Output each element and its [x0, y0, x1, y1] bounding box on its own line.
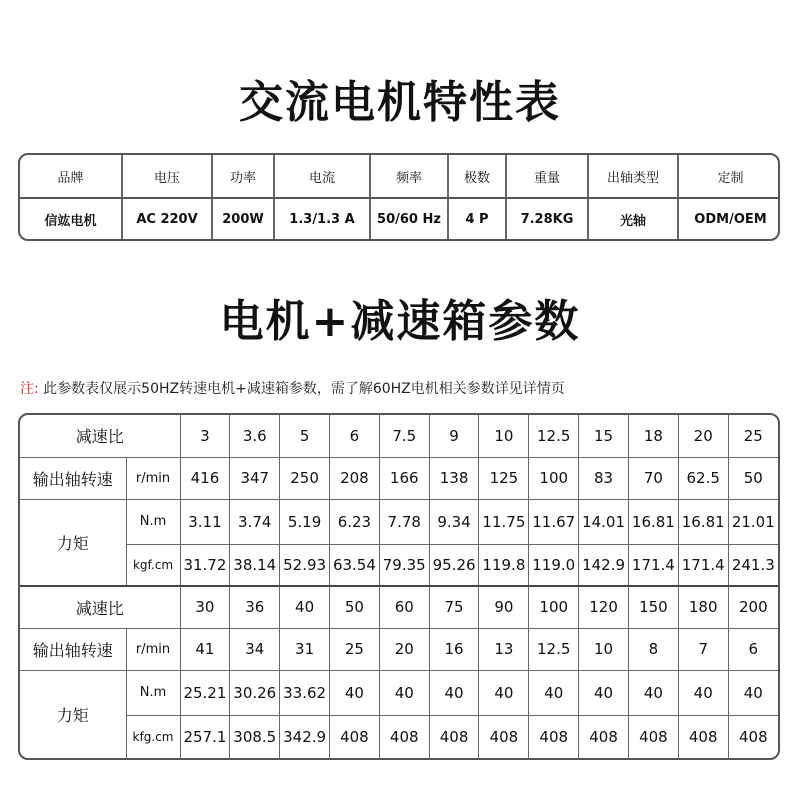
torque-kgf-cell: 52.93	[280, 544, 330, 586]
torque-nm-cell: 40	[479, 670, 529, 715]
torque-nm-cell: 11.67	[529, 499, 579, 544]
torque-nm-cell: 11.75	[479, 499, 529, 544]
speed-cell: 166	[379, 457, 429, 499]
torque-nm-cell: 3.74	[230, 499, 280, 544]
torque-kgf-cell: 408	[479, 715, 529, 758]
torque-kgf-cell: 171.4	[628, 544, 678, 586]
speed-unit: r/min	[126, 457, 180, 499]
ratio-cell: 3.6	[230, 415, 280, 457]
speed-cell: 416	[180, 457, 230, 499]
speed-cell: 100	[529, 457, 579, 499]
spec-value-current: 1.3/1.3 A	[274, 198, 370, 239]
spec-header-shaft-type: 出轴类型	[588, 155, 678, 198]
torque-kgf-cell: 408	[379, 715, 429, 758]
speed-cell: 250	[280, 457, 330, 499]
speed-cell: 138	[429, 457, 479, 499]
speed-row	[20, 628, 778, 670]
torque-kgf-cell: 31.72	[180, 544, 230, 586]
speed-cell: 6	[728, 628, 778, 670]
ratio-cell: 25	[728, 415, 778, 457]
torque-nm-cell: 40	[579, 670, 629, 715]
speed-cell: 10	[579, 628, 629, 670]
spec-header-current: 电流	[274, 155, 370, 198]
speed-cell: 34	[230, 628, 280, 670]
torque-nm-cell: 30.26	[230, 670, 280, 715]
speed-cell: 25	[330, 628, 380, 670]
torque-nm-cell: 40	[379, 670, 429, 715]
spec-value-voltage: AC 220V	[122, 198, 212, 239]
ratio-cell: 15	[579, 415, 629, 457]
speed-cell: 16	[429, 628, 479, 670]
spec-value-shaft-type: 光轴	[588, 198, 678, 239]
torque-kgf-cell: 38.14	[230, 544, 280, 586]
torque-label: 力矩	[20, 670, 126, 758]
torque-kgf-cell: 79.35	[379, 544, 429, 586]
torque-kgf-cell: 142.9	[579, 544, 629, 586]
ratio-cell: 120	[579, 586, 629, 628]
torque-kgf-cell: 342.9	[280, 715, 330, 758]
torque-nm-row	[20, 670, 778, 715]
torque-kgf-cell: 171.4	[678, 544, 728, 586]
footnote-text: 此参数表仅展示50HZ转速电机+减速箱参数，需了解60HZ电机相关参数详见详情页	[43, 381, 565, 397]
ratio-cell: 180	[678, 586, 728, 628]
ratio-cell: 5	[280, 415, 330, 457]
torque-nm-cell: 6.23	[330, 499, 380, 544]
speed-label: 输出轴转速	[20, 457, 126, 499]
speed-label: 输出轴转速	[20, 628, 126, 670]
torque-nm-cell: 40	[628, 670, 678, 715]
ratio-row	[20, 586, 778, 628]
torque-kgf-cell: 408	[678, 715, 728, 758]
ratio-cell: 60	[379, 586, 429, 628]
ratio-row	[20, 415, 778, 457]
torque-kgf-cell: 408	[728, 715, 778, 758]
torque-nm-cell: 5.19	[280, 499, 330, 544]
ratio-cell: 12.5	[529, 415, 579, 457]
speed-cell: 83	[579, 457, 629, 499]
spec-value-brand: 信竑电机	[44, 213, 97, 229]
motor-spec-table	[18, 153, 780, 241]
ratio-cell: 30	[180, 586, 230, 628]
torque-nm-cell: 9.34	[429, 499, 479, 544]
ratio-cell: 3	[180, 415, 230, 457]
ratio-cell: 7.5	[379, 415, 429, 457]
torque-kgf-cell: 408	[628, 715, 678, 758]
ratio-cell: 100	[529, 586, 579, 628]
ratio-label: 减速比	[20, 415, 180, 457]
ratio-cell: 150	[628, 586, 678, 628]
torque-kgf-cell: 408	[529, 715, 579, 758]
gearbox-params-title: 电机+减速箱参数	[219, 296, 581, 347]
speed-cell: 31	[280, 628, 330, 670]
torque-kgf-cell: 408	[330, 715, 380, 758]
speed-unit: r/min	[126, 628, 180, 670]
torque-nm-unit: N.m	[126, 670, 180, 715]
torque-kgf-cell: 119.0	[529, 544, 579, 586]
spec-value-weight: 7.28KG	[506, 198, 588, 239]
torque-nm-cell: 40	[330, 670, 380, 715]
ratio-cell: 36	[230, 586, 280, 628]
spec-value-custom: ODM/OEM	[678, 198, 780, 239]
ratio-cell: 20	[678, 415, 728, 457]
spec-header-weight: 重量	[506, 155, 588, 198]
torque-nm-cell: 16.81	[678, 499, 728, 544]
spec-header-power: 功率	[212, 155, 274, 198]
speed-cell: 125	[479, 457, 529, 499]
spec-header-poles: 极数	[448, 155, 506, 198]
ratio-label: 减速比	[20, 586, 180, 628]
torque-kgf-unit: kfg.cm	[126, 715, 180, 758]
torque-kgf-cell: 241.3	[728, 544, 778, 586]
spec-value-power: 200W	[212, 198, 274, 239]
speed-cell: 50	[728, 457, 778, 499]
torque-kgf-cell: 408	[429, 715, 479, 758]
speed-cell: 347	[230, 457, 280, 499]
torque-nm-cell: 21.01	[728, 499, 778, 544]
speed-row	[20, 457, 778, 499]
torque-nm-cell: 40	[728, 670, 778, 715]
spec-header-voltage: 电压	[122, 155, 212, 198]
torque-nm-cell: 25.21	[180, 670, 230, 715]
torque-kgf-cell: 119.8	[479, 544, 529, 586]
torque-kgf-unit: kgf.cm	[126, 544, 180, 586]
spec-value-poles: 4 P	[448, 198, 506, 239]
footnote-prefix: 注:	[20, 381, 39, 397]
torque-kgf-cell: 308.5	[230, 715, 280, 758]
torque-nm-cell: 40	[429, 670, 479, 715]
torque-kgf-cell: 408	[579, 715, 629, 758]
spec-header-brand: 品牌	[20, 155, 122, 198]
speed-cell: 62.5	[678, 457, 728, 499]
torque-kgf-cell: 95.26	[429, 544, 479, 586]
ratio-cell: 50	[330, 586, 380, 628]
gearbox-params-table	[18, 413, 780, 760]
spec-header-custom: 定制	[678, 155, 780, 198]
spec-value-frequency: 50/60 Hz	[370, 198, 448, 239]
ratio-cell: 75	[429, 586, 479, 628]
ratio-cell: 18	[628, 415, 678, 457]
ratio-cell: 40	[280, 586, 330, 628]
ratio-cell: 200	[728, 586, 778, 628]
torque-nm-cell: 40	[678, 670, 728, 715]
ratio-cell: 9	[429, 415, 479, 457]
torque-nm-cell: 33.62	[280, 670, 330, 715]
speed-cell: 41	[180, 628, 230, 670]
torque-nm-cell: 40	[529, 670, 579, 715]
ratio-cell: 6	[330, 415, 380, 457]
torque-kgf-cell: 257.1	[180, 715, 230, 758]
motor-spec-title: 交流电机特性表	[239, 77, 561, 128]
torque-nm-cell: 14.01	[579, 499, 629, 544]
speed-cell: 20	[379, 628, 429, 670]
torque-kgf-cell: 63.54	[330, 544, 380, 586]
spec-header-frequency: 频率	[370, 155, 448, 198]
torque-nm-row	[20, 499, 778, 544]
torque-kgf-row	[20, 715, 778, 758]
ratio-cell: 10	[479, 415, 529, 457]
speed-cell: 70	[628, 457, 678, 499]
torque-nm-cell: 16.81	[628, 499, 678, 544]
footnote	[20, 378, 565, 398]
speed-cell: 7	[678, 628, 728, 670]
speed-cell: 13	[479, 628, 529, 670]
speed-cell: 208	[330, 457, 380, 499]
torque-kgf-row	[20, 544, 778, 586]
torque-nm-cell: 7.78	[379, 499, 429, 544]
speed-cell: 8	[628, 628, 678, 670]
torque-nm-cell: 3.11	[180, 499, 230, 544]
speed-cell: 12.5	[529, 628, 579, 670]
ratio-cell: 90	[479, 586, 529, 628]
torque-nm-unit: N.m	[126, 499, 180, 544]
torque-label: 力矩	[20, 499, 126, 586]
